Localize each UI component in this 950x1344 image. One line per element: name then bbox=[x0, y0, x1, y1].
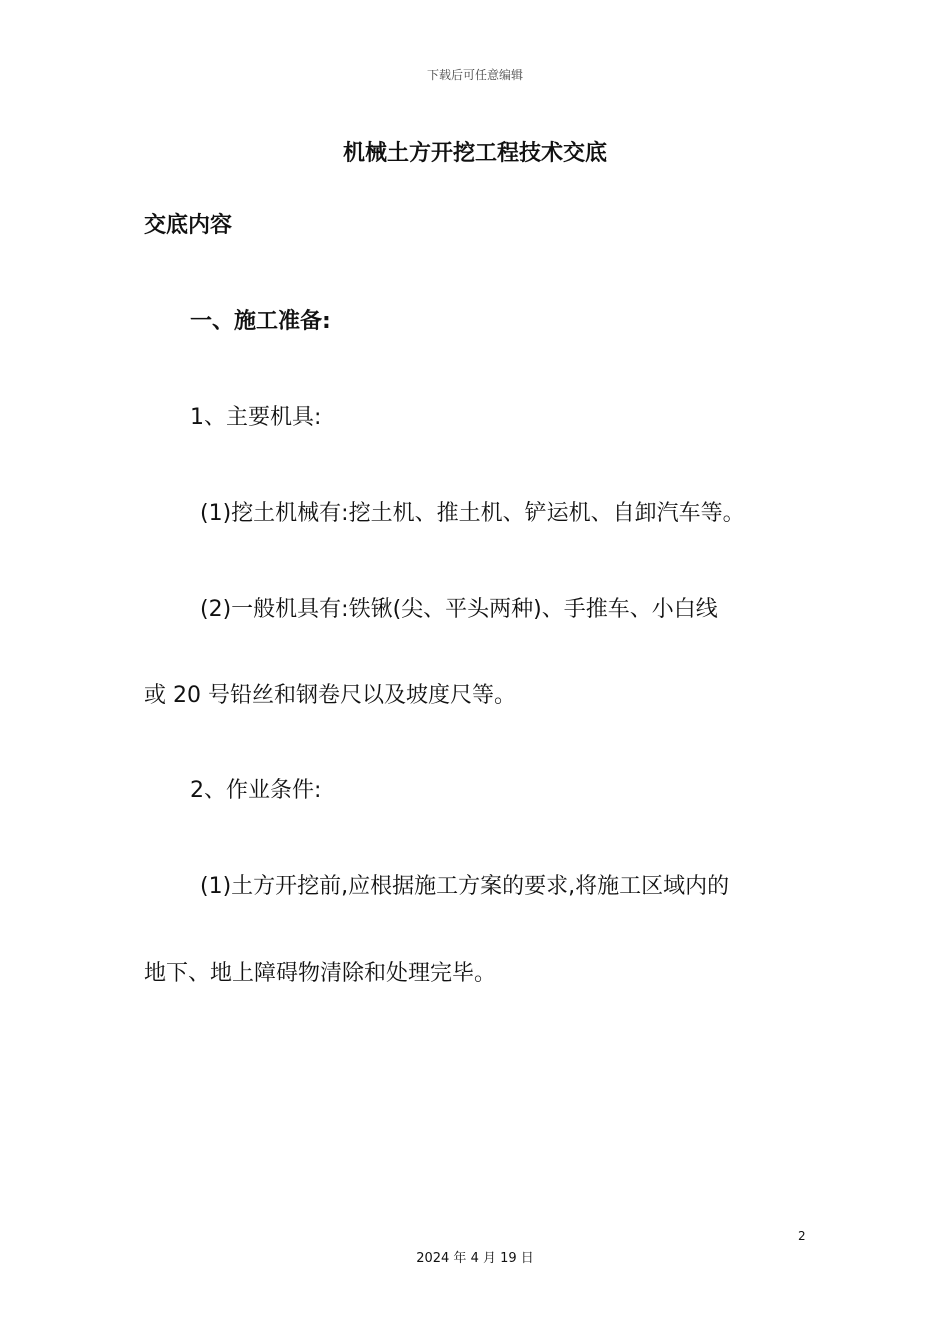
section-label: 交底内容 bbox=[144, 213, 233, 238]
item-work-conditions: 2、作业条件: bbox=[190, 778, 322, 803]
document-title: 机械土方开挖工程技术交底 bbox=[342, 141, 607, 166]
item-general-tools-line1: (2)一般机具有:铁锹(尖、平头两种)、手推车、小白线 bbox=[200, 597, 718, 622]
item-main-equipment: 1、主要机具: bbox=[190, 405, 322, 430]
item-excavation-machinery: (1)挖土机械有:挖土机、推土机、铲运机、自卸汽车等。 bbox=[200, 501, 745, 526]
heading-construction-preparation: 一、施工准备: bbox=[190, 309, 331, 334]
footer-date: 2024 年 4 月 19 日 bbox=[416, 1251, 534, 1266]
item-general-tools-line2: 或 20 号铅丝和钢卷尺以及坡度尺等。 bbox=[144, 683, 516, 708]
item-before-excavation-line1: (1)土方开挖前,应根据施工方案的要求,将施工区域内的 bbox=[200, 874, 730, 899]
item-before-excavation-line2: 地下、地上障碍物清除和处理完毕。 bbox=[144, 961, 497, 986]
page-header: 下载后可任意编辑 bbox=[426, 68, 523, 82]
page-number: 2 bbox=[798, 1229, 806, 1243]
